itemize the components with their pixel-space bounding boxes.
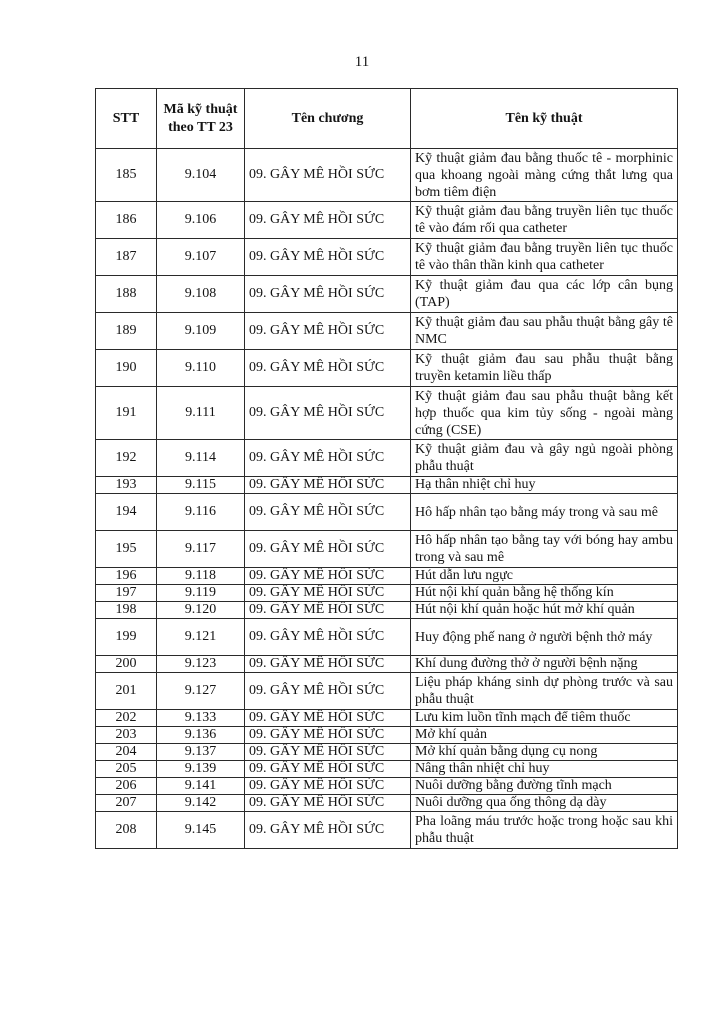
table-row [96, 710, 678, 727]
table-row [96, 477, 678, 494]
row-technique-name: Khí dung đường thở ở người bệnh nặng [411, 656, 678, 673]
row-stt: 205 [96, 761, 157, 778]
row-technique-name: Kỹ thuật giảm đau và gây ngủ ngoài phòng phẫu thuật [411, 440, 678, 477]
row-code: 9.116 [157, 494, 245, 531]
row-technique-name: Nuôi dưỡng qua ống thông dạ dày [411, 795, 678, 812]
table-row [96, 568, 678, 585]
row-chapter: 09. GÂY MÊ HỒI SỨC [245, 202, 411, 239]
row-stt: 201 [96, 673, 157, 710]
table-row [96, 812, 678, 849]
row-code: 9.110 [157, 350, 245, 387]
header-stt: STT [96, 89, 157, 149]
table-row [96, 276, 678, 313]
row-stt: 186 [96, 202, 157, 239]
row-stt: 199 [96, 619, 157, 656]
row-code: 9.121 [157, 619, 245, 656]
table-row [96, 313, 678, 350]
row-stt: 196 [96, 568, 157, 585]
row-chapter: 09. GÂY MÊ HỒI SỨC [245, 350, 411, 387]
table-header-row [96, 89, 678, 149]
row-stt: 193 [96, 477, 157, 494]
row-technique-name: Kỹ thuật giảm đau bằng truyền liên tục thuốc tê vào thân thần kinh qua catheter [411, 239, 678, 276]
row-chapter: 09. GÂY MÊ HỒI SỨC [245, 239, 411, 276]
row-stt: 189 [96, 313, 157, 350]
table-row [96, 619, 678, 656]
row-code: 9.127 [157, 673, 245, 710]
row-stt: 195 [96, 531, 157, 568]
row-code: 9.137 [157, 744, 245, 761]
row-stt: 190 [96, 350, 157, 387]
row-chapter: 09. GÂY MÊ HỒI SỨC [245, 656, 411, 673]
table-row [96, 795, 678, 812]
row-chapter: 09. GÂY MÊ HỒI SỨC [245, 710, 411, 727]
row-chapter: 09. GÂY MÊ HỒI SỨC [245, 602, 411, 619]
row-chapter: 09. GÂY MÊ HỒI SỨC [245, 276, 411, 313]
row-code: 9.104 [157, 149, 245, 202]
row-stt: 191 [96, 387, 157, 440]
table-row [96, 761, 678, 778]
table-row [96, 656, 678, 673]
row-stt: 187 [96, 239, 157, 276]
row-stt: 188 [96, 276, 157, 313]
row-stt: 206 [96, 778, 157, 795]
row-code: 9.108 [157, 276, 245, 313]
row-stt: 203 [96, 727, 157, 744]
row-code: 9.133 [157, 710, 245, 727]
row-chapter: 09. GÂY MÊ HỒI SỨC [245, 812, 411, 849]
row-chapter: 09. GÂY MÊ HỒI SỨC [245, 795, 411, 812]
row-chapter: 09. GÂY MÊ HỒI SỨC [245, 313, 411, 350]
row-chapter: 09. GÂY MÊ HỒI SỨC [245, 531, 411, 568]
row-stt: 202 [96, 710, 157, 727]
row-stt: 185 [96, 149, 157, 202]
row-technique-name: Nâng thân nhiệt chỉ huy [411, 761, 678, 778]
table-row [96, 727, 678, 744]
row-stt: 204 [96, 744, 157, 761]
table-row [96, 350, 678, 387]
row-code: 9.139 [157, 761, 245, 778]
table-row [96, 673, 678, 710]
row-code: 9.115 [157, 477, 245, 494]
table-row [96, 744, 678, 761]
row-chapter: 09. GÂY MÊ HỒI SỨC [245, 778, 411, 795]
table-row [96, 202, 678, 239]
row-technique-name: Hạ thân nhiệt chỉ huy [411, 477, 678, 494]
row-code: 9.141 [157, 778, 245, 795]
row-technique-name: Kỹ thuật giảm đau bằng truyền liên tục thuốc tê vào đám rối qua catheter [411, 202, 678, 239]
row-chapter: 09. GÂY MÊ HỒI SỨC [245, 727, 411, 744]
row-technique-name: Kỹ thuật giảm đau bằng thuốc tê - morphinic qua khoang ngoài màng cứng thắt lưng qua bơm tiêm điện [411, 149, 678, 202]
row-chapter: 09. GÂY MÊ HỒI SỨC [245, 494, 411, 531]
row-code: 9.107 [157, 239, 245, 276]
row-technique-name: Hô hấp nhân tạo bằng tay với bóng hay ambu trong và sau mê [411, 531, 678, 568]
row-technique-name: Kỹ thuật giảm đau sau phẫu thuật bằng kết hợp thuốc qua kim tủy sống - ngoài màng cứng (CSE) [411, 387, 678, 440]
row-technique-name: Hô hấp nhân tạo bằng máy trong và sau mê [411, 494, 678, 531]
row-chapter: 09. GÂY MÊ HỒI SỨC [245, 673, 411, 710]
row-technique-name: Liệu pháp kháng sinh dự phòng trước và sau phẫu thuật [411, 673, 678, 710]
page-number: 11 [354, 54, 370, 70]
table-row [96, 531, 678, 568]
technique-table [95, 88, 678, 849]
row-technique-name: Mở khí quản [411, 727, 678, 744]
table-row [96, 778, 678, 795]
row-code: 9.118 [157, 568, 245, 585]
row-technique-name: Kỹ thuật giảm đau qua các lớp cân bụng (TAP) [411, 276, 678, 313]
row-code: 9.114 [157, 440, 245, 477]
row-code: 9.106 [157, 202, 245, 239]
row-chapter: 09. GÂY MÊ HỒI SỨC [245, 387, 411, 440]
row-stt: 198 [96, 602, 157, 619]
table-row [96, 149, 678, 202]
row-technique-name: Kỹ thuật giảm đau sau phẫu thuật bằng gây tê NMC [411, 313, 678, 350]
row-code: 9.142 [157, 795, 245, 812]
row-stt: 208 [96, 812, 157, 849]
row-chapter: 09. GÂY MÊ HỒI SỨC [245, 477, 411, 494]
row-stt: 197 [96, 585, 157, 602]
row-technique-name: Lưu kim luồn tĩnh mạch để tiêm thuốc [411, 710, 678, 727]
row-technique-name: Kỹ thuật giảm đau sau phẫu thuật bằng truyền ketamin liều thấp [411, 350, 678, 387]
row-chapter: 09. GÂY MÊ HỒI SỨC [245, 440, 411, 477]
row-technique-name: Pha loãng máu trước hoặc trong hoặc sau khi phẫu thuật [411, 812, 678, 849]
table-row [96, 440, 678, 477]
header-chapter: Tên chương [245, 89, 411, 149]
row-technique-name: Hút dẫn lưu ngực [411, 568, 678, 585]
row-code: 9.123 [157, 656, 245, 673]
row-technique-name: Mở khí quản bằng dụng cụ nong [411, 744, 678, 761]
row-technique-name: Hút nội khí quản bằng hệ thống kín [411, 585, 678, 602]
table-row [96, 239, 678, 276]
row-chapter: 09. GÂY MÊ HỒI SỨC [245, 761, 411, 778]
row-code: 9.111 [157, 387, 245, 440]
row-code: 9.119 [157, 585, 245, 602]
table-row [96, 494, 678, 531]
table-row [96, 602, 678, 619]
row-chapter: 09. GÂY MÊ HỒI SỨC [245, 568, 411, 585]
table-row [96, 585, 678, 602]
header-code: Mã kỹ thuật theo TT 23 [157, 89, 245, 149]
row-chapter: 09. GÂY MÊ HỒI SỨC [245, 149, 411, 202]
row-chapter: 09. GÂY MÊ HỒI SỨC [245, 744, 411, 761]
row-code: 9.145 [157, 812, 245, 849]
row-code: 9.120 [157, 602, 245, 619]
header-name: Tên kỹ thuật [411, 89, 678, 149]
row-stt: 200 [96, 656, 157, 673]
row-stt: 194 [96, 494, 157, 531]
row-technique-name: Nuôi dưỡng bằng đường tĩnh mạch [411, 778, 678, 795]
row-stt: 192 [96, 440, 157, 477]
row-stt: 207 [96, 795, 157, 812]
table-row [96, 387, 678, 440]
row-chapter: 09. GÂY MÊ HỒI SỨC [245, 585, 411, 602]
row-technique-name: Huy động phế nang ở người bệnh thở máy [411, 619, 678, 656]
row-code: 9.117 [157, 531, 245, 568]
row-code: 9.109 [157, 313, 245, 350]
row-code: 9.136 [157, 727, 245, 744]
row-technique-name: Hút nội khí quản hoặc hút mở khí quản [411, 602, 678, 619]
row-chapter: 09. GÂY MÊ HỒI SỨC [245, 619, 411, 656]
